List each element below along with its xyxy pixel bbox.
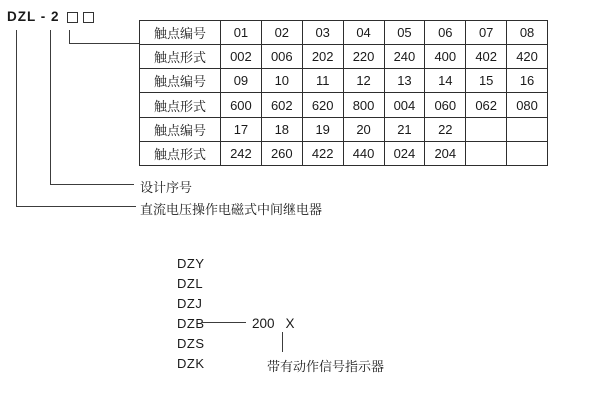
row-label: 触点形式: [140, 45, 221, 69]
code-placeholder-box-icon: [83, 12, 94, 23]
table-cell: 17: [221, 117, 262, 141]
table-cell: 09: [221, 69, 262, 93]
table-cell: [507, 117, 548, 141]
series-item-dzk: DZK: [177, 356, 205, 371]
row-label: 触点编号: [140, 69, 221, 93]
table-cell: 260: [261, 141, 302, 165]
table-cell: 400: [425, 45, 466, 69]
table-cell: 02: [261, 21, 302, 45]
connector-relay-description: [16, 30, 136, 207]
connector-x-to-indicator: [282, 332, 283, 352]
relay-description-label: 直流电压操作电磁式中间继电器: [140, 202, 323, 217]
series-item-dzj: DZJ: [177, 296, 203, 311]
row-label: 触点编号: [140, 117, 221, 141]
dzb-number: 200: [252, 316, 275, 331]
row-label: 触点编号: [140, 21, 221, 45]
model-code-text: DZL - 2: [7, 9, 60, 24]
table-cell: 080: [507, 93, 548, 117]
table-cell: 14: [425, 69, 466, 93]
table-cell: 20: [343, 117, 384, 141]
table-cell: 01: [221, 21, 262, 45]
contact-code-table: [139, 20, 548, 166]
model-code: [7, 9, 94, 24]
table-cell: 006: [261, 45, 302, 69]
table-row: [140, 117, 548, 141]
table-cell: 600: [221, 93, 262, 117]
table-cell: 220: [343, 45, 384, 69]
indicator-note: 带有动作信号指示器: [267, 359, 385, 374]
table-cell: 19: [302, 117, 343, 141]
table-cell: [466, 141, 507, 165]
table-cell: 07: [466, 21, 507, 45]
table-cell: 800: [343, 93, 384, 117]
table-cell: 18: [261, 117, 302, 141]
table-cell: 05: [384, 21, 425, 45]
table-cell: 402: [466, 45, 507, 69]
table-cell: 620: [302, 93, 343, 117]
table-cell: 12: [343, 69, 384, 93]
table-cell: [466, 117, 507, 141]
series-item-dzy: DZY: [177, 256, 205, 271]
table-cell: 22: [425, 117, 466, 141]
series-item-dzl: DZL: [177, 276, 204, 291]
table-row: [140, 141, 548, 165]
dzb-model-value: [252, 316, 295, 331]
table-cell: 16: [507, 69, 548, 93]
table-row: [140, 93, 548, 117]
table-cell: 004: [384, 93, 425, 117]
table-cell: 06: [425, 21, 466, 45]
table-row: [140, 45, 548, 69]
table-cell: 002: [221, 45, 262, 69]
table-cell: [507, 141, 548, 165]
table-cell: 602: [261, 93, 302, 117]
table-cell: 024: [384, 141, 425, 165]
table-cell: 13: [384, 69, 425, 93]
table-cell: 242: [221, 141, 262, 165]
table-cell: 03: [302, 21, 343, 45]
table-cell: 10: [261, 69, 302, 93]
code-placeholder-box-icon: [67, 12, 78, 23]
table-cell: 11: [302, 69, 343, 93]
table-row: [140, 69, 548, 93]
row-label: 触点形式: [140, 93, 221, 117]
table-cell: 21: [384, 117, 425, 141]
table-cell: 440: [343, 141, 384, 165]
row-label: 触点形式: [140, 141, 221, 165]
table-cell: 204: [425, 141, 466, 165]
table-cell: 202: [302, 45, 343, 69]
connector-dzb-to-200x: [202, 322, 246, 323]
table-cell: 062: [466, 93, 507, 117]
series-item-dzs: DZS: [177, 336, 205, 351]
table-cell: 422: [302, 141, 343, 165]
table-cell: 060: [425, 93, 466, 117]
design-serial-label: 设计序号: [140, 180, 193, 195]
table-cell: 240: [384, 45, 425, 69]
table-row: [140, 21, 548, 45]
dzb-x-suffix: X: [285, 316, 295, 331]
table-cell: 420: [507, 45, 548, 69]
table-cell: 08: [507, 21, 548, 45]
table-cell: 04: [343, 21, 384, 45]
series-item-dzb: DZB: [177, 316, 205, 331]
table-cell: 15: [466, 69, 507, 93]
